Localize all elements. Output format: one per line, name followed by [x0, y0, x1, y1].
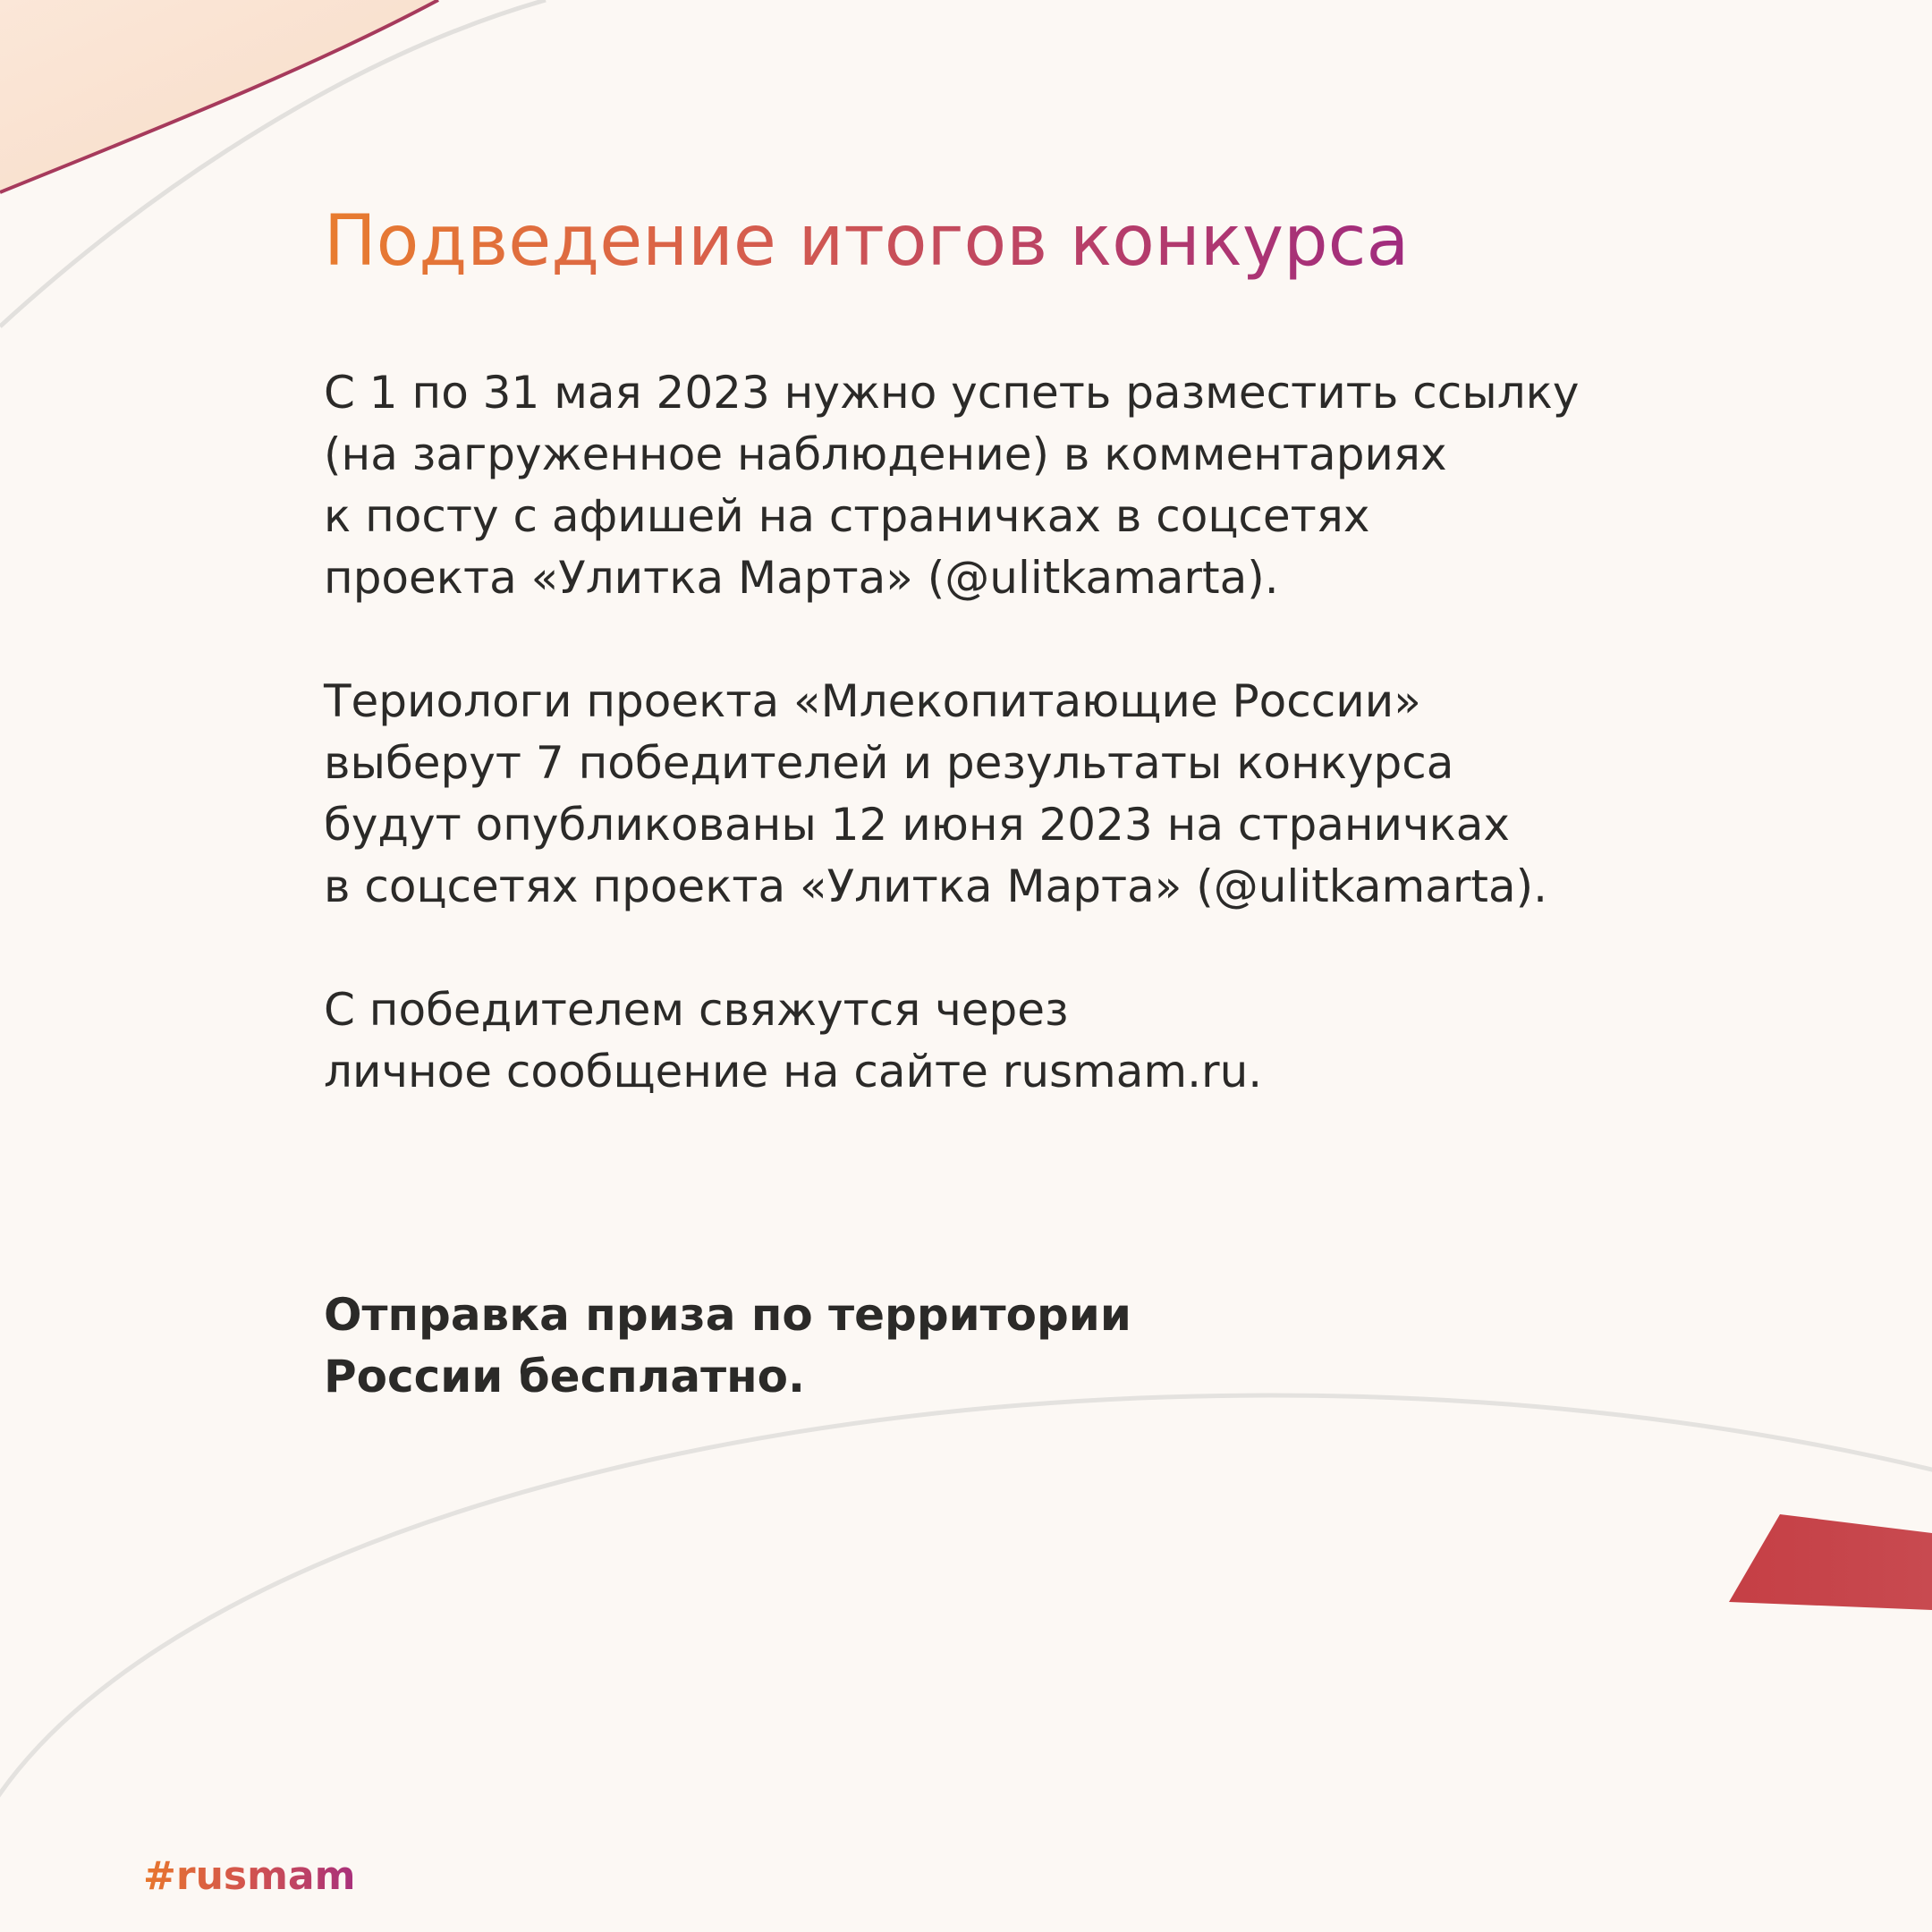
text-line: С победителем свяжутся через — [324, 984, 1069, 1036]
corner-shape-top-left — [0, 0, 438, 192]
text-line: Териологи проекта «Млекопитающие России» — [324, 675, 1421, 727]
shipping-notice — [324, 1284, 1131, 1408]
paragraph-winners — [324, 671, 1844, 918]
text-line: к посту с афишей на страничках в соцсетях — [324, 490, 1370, 542]
text-line: личное сообщение на сайте rusmam.ru. — [324, 1046, 1263, 1097]
text-line: проекта «Улитка Марта» (@ulitkamarta). — [324, 552, 1279, 604]
paragraph-deadline — [324, 362, 1844, 609]
text-line: выберут 7 победителей и результаты конкурса — [324, 737, 1454, 789]
hashtag-logo: #rusmam — [143, 1850, 355, 1903]
text-line: (на загруженное наблюдение) в комментариях — [324, 428, 1447, 480]
notice-line: России бесплатно. — [324, 1351, 805, 1402]
text-line: в соцсетях проекта «Улитка Марта» (@ulitkamarta). — [324, 860, 1548, 912]
body-text — [324, 362, 1844, 1165]
text-line: будут опубликованы 12 июня 2023 на страничках — [324, 799, 1511, 851]
red-shape-bottom-right — [1729, 1514, 1932, 1610]
text-line: С 1 по 31 мая 2023 нужно успеть разместить ссылку — [324, 367, 1580, 419]
paragraph-contact — [324, 979, 1844, 1103]
notice-line: Отправка приза по территории — [324, 1289, 1131, 1341]
page-title: Подведение итогов конкурса — [324, 197, 1409, 286]
